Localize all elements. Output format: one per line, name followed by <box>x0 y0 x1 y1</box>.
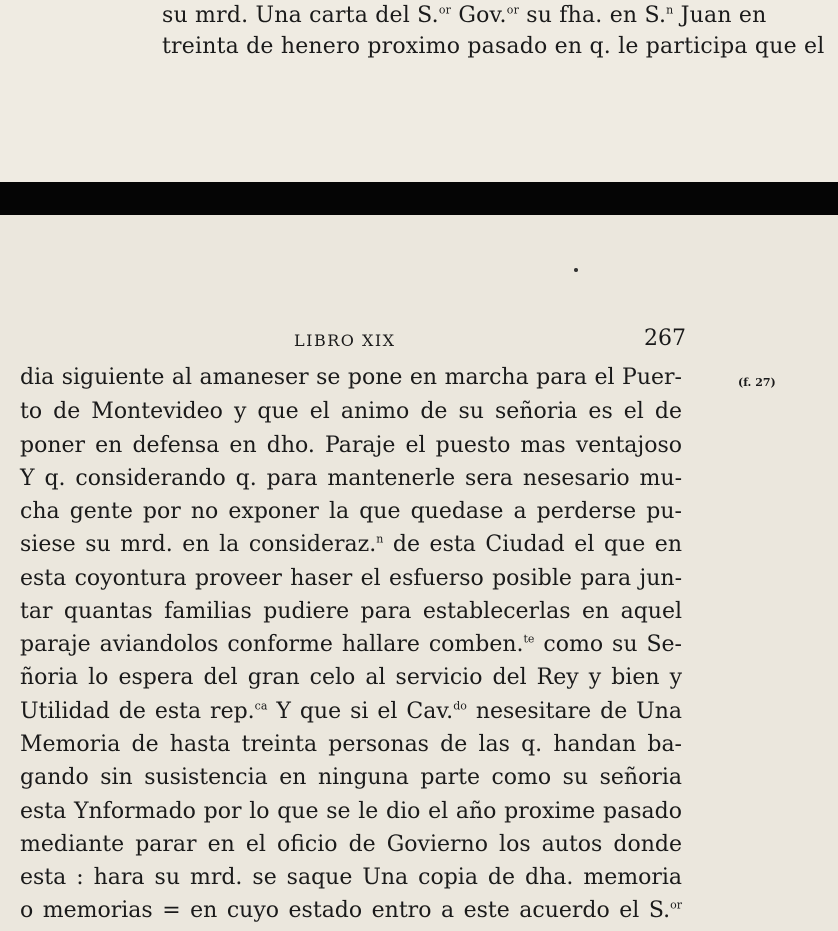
body-line-14: esta Ynformado por lo que se le dio el año proxime pasado <box>20 799 682 824</box>
page-number: 267 <box>644 326 686 351</box>
body-line-3: poner en defensa en dho. Paraje el puesto mas ventajoso <box>20 433 682 458</box>
body-line-7: esta coyontura proveer haser el esfuerso posible para jun- <box>20 566 682 591</box>
top-page-fragment <box>0 0 838 182</box>
body-line-13: gando sin susistencia en ninguna parte como su señoria <box>20 765 682 790</box>
body-line-15: mediante parar en el oficio de Govierno los autos donde <box>20 832 682 857</box>
folio-margin-note: (f. 27) <box>738 376 776 389</box>
body-line-6: siese su mrd. en la consideraz.$^n$ de esta Ciudad el que en <box>20 532 682 557</box>
body-line-5: cha gente por no exponer la que quedase a perderse pu- <box>20 499 682 524</box>
body-line-9: paraje aviandolos conforme hallare comben.$^{te}$ como su Se- <box>20 632 682 657</box>
body-line-1: dia siguiente al amaneser se pone en marcha para el Puer- <box>20 365 682 390</box>
body-line-4: Y q. considerando q. para mantenerle sera nesesario mu- <box>20 466 682 491</box>
body-line-2: to de Montevideo y que el animo de su señoria es el de <box>20 399 682 424</box>
body-line-12: Memoria de hasta treinta personas de las q. handan ba- <box>20 732 682 757</box>
body-line-17: o memorias = en cuyo estado entro a este acuerdo el S.$^{or}$ <box>20 898 682 923</box>
body-line-11: Utilidad de esta rep.$^{ca}$ Y que si el Cav.$^{do}$ nesesitare de Una <box>20 699 683 724</box>
body-line-8: tar quantas familias pudiere para establecerlas en aquel <box>20 599 682 624</box>
scan-gap-divider <box>0 182 838 215</box>
ink-speck <box>574 268 578 272</box>
top-text-line-2: treinta de henero proximo pasado en q. le participa que el <box>162 34 825 59</box>
body-line-16: esta : hara su mrd. se saque Una copia de dha. memoria <box>20 865 682 890</box>
body-line-10: ñoria lo espera del gran celo al servicio del Rey y bien y <box>20 665 682 690</box>
running-head: LIBRO XIX <box>294 331 396 350</box>
top-text-line-1: su mrd. Una carta del S.$^{or}$ Gov.$^{or}$ su fha. en S.$^n$ Juan en <box>162 3 767 28</box>
